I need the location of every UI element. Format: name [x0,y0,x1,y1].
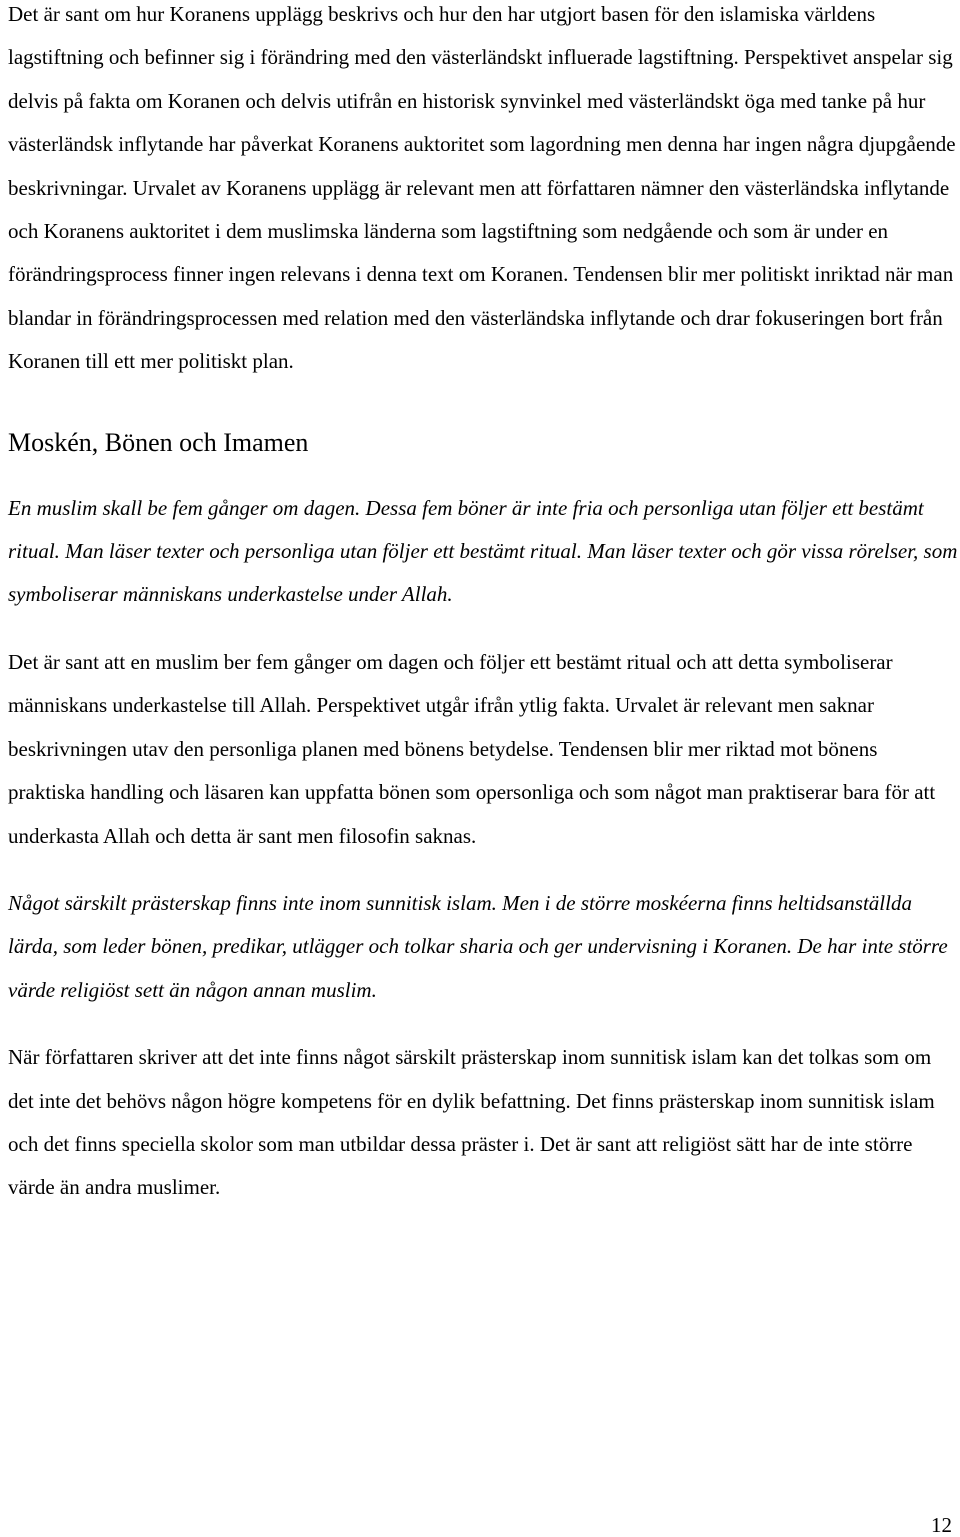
document-page [8,0,958,1210]
section-heading: Moskén, Bönen och Imamen [8,427,309,457]
comment-clergy-paragraph: När författaren skriver att det inte finns något särskilt prästerskap inom sunnitisk islam kan det tolkas som om det inte det behövs någon högre kompetens för en dylik befattning. Det finns prästerskap inom sunnitisk islam och det finns speciella skolor som man utbildar dessa präster i. Det är sant att religiöst sätt har de inte större värde än andra muslimer. [8,1045,935,1200]
quote-prayer-paragraph: En muslim skall be fem gånger om dagen. Dessa fem böner är inte fria och personliga utan följer ett bestämt ritual. Man läser texter och personliga utan följer ett bestämt ritual. Man läser texter och gör vissa rörelser, som symboliserar människans underkastelse under Allah. [8,495,958,607]
quote-clergy-paragraph: Något särskilt prästerskap finns inte inom sunnitisk islam. Men i de större moskéerna finns heltidsanställda lärda, som leder bönen, predikar, utlägger och tolkar sharia och ger undervisning i Koranen. De har inte större värde religiöst sett än någon annan muslim. [8,890,948,1002]
intro-paragraph: Det är sant om hur Koranens upplägg beskrivs och hur den har utgjort basen för den islamiska världens lagstiftning och befinner sig i förändring med den västerländskt influerade lagstiftning. Perspektivet anspelar sig delvis på fakta om Koranen och delvis utifrån en historisk synvinkel med västerländskt öga med tanke på hur västerländsk inflytande har påverkat Koranens auktoritet som lagordning men denna har ingen några djupgående beskrivningar. Urvalet av Koranens upplägg är relevant men att författaren nämner den västerländska inflytande och Koranens auktoritet i dem muslimska länderna som lagstiftning som nedgående och som är under en förändringsprocess finner ingen relevans i denna text om Koranen. Tendensen blir mer politiskt inriktad när man blandar in förändringsprocessen med relation med den västerländska inflytande och drar fokuseringen bort från Koranen till ett mer politiskt plan. [8,2,956,374]
page-number: 12 [931,1513,952,1537]
comment-prayer-paragraph: Det är sant att en muslim ber fem gånger om dagen och följer ett bestämt ritual och att detta symboliserar människans underkastelse till Allah. Perspektivet utgår ifrån ytlig fakta. Urvalet är relevant men saknar beskrivningen utav den personliga planen med bönens betydelse. Tendensen blir mer riktad mot bönens praktiska handling och läsaren kan uppfatta bönen som opersonliga och som något man praktiserar bara för att underkasta Allah och detta är sant men filosofin saknas. [8,649,936,848]
